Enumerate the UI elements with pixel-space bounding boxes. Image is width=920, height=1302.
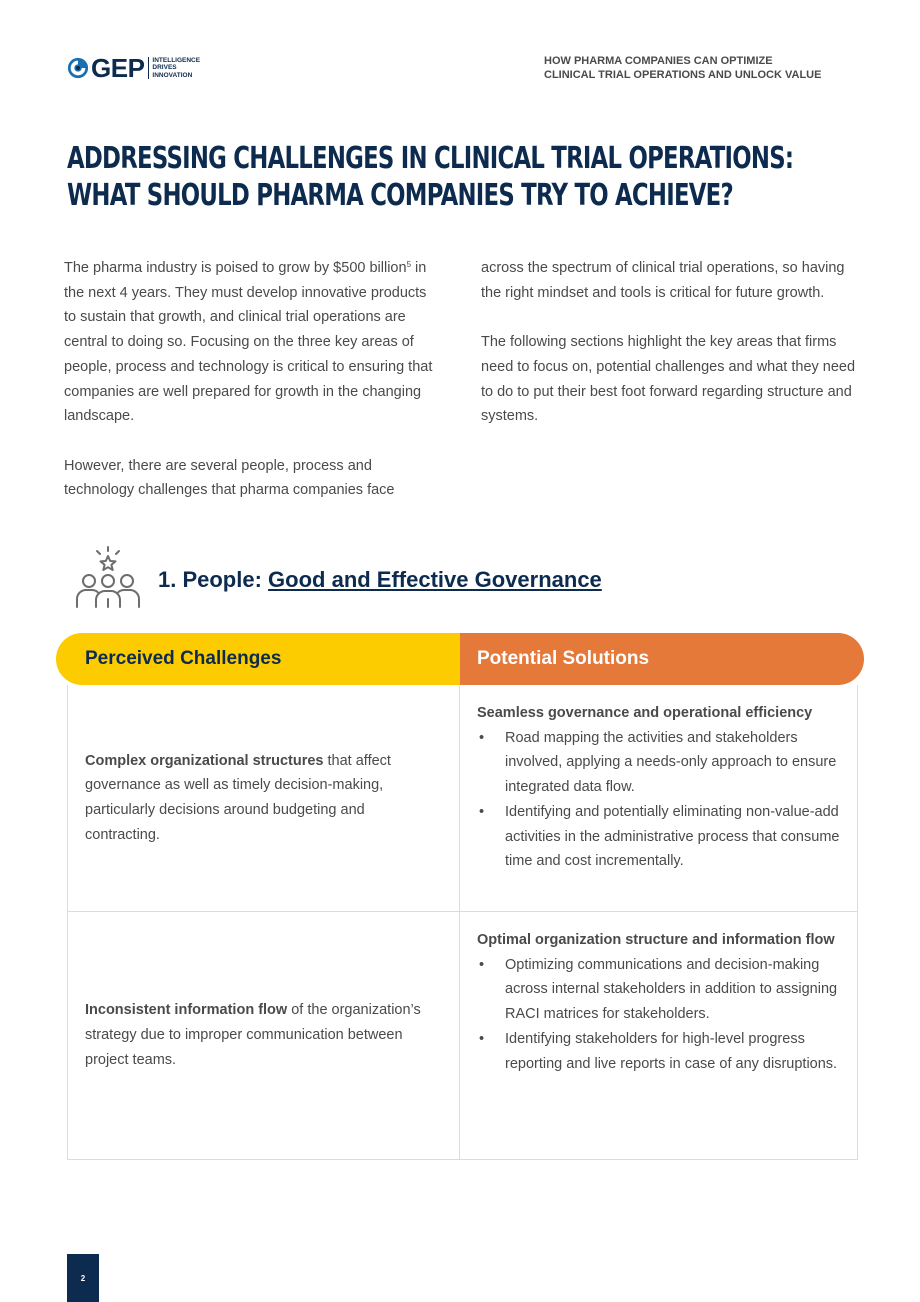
table-row [68,911,857,1159]
header-perceived-challenges: Perceived Challenges [56,633,460,685]
intro-column-right [481,256,857,454]
running-header [544,54,821,82]
governance-link[interactable]: Good and Effective Governance [268,567,602,592]
page-title [67,140,793,214]
solution-cell [460,685,857,911]
solution-bullets [477,726,840,874]
page-title-line-2: WHAT SHOULD PHARMA COMPANIES TRY TO ACHIEVE? [67,178,733,213]
solution-cell [460,912,857,1159]
page-title-line-1: ADDRESSING CHALLENGES IN CLINICAL TRIAL OPERATIONS: [67,141,794,176]
list-item: • Optimizing communications and decision-making across internal stakeholders in addition to assigning RACI matrices for stakeholders. [477,953,840,1027]
challenge-cell: Complex organizational structures that affect governance as well as timely decision-making, particularly decisions around budgeting and contracting. [68,685,460,911]
running-header-line-2: CLINICAL TRIAL OPERATIONS AND UNLOCK VALUE [544,69,822,81]
list-item: • Identifying and potentially eliminating non-value-add activities in the administrative process that consume time and cost incrementally. [477,800,840,874]
challenge-cell: Inconsistent information flow of the organization’s strategy due to improper communication between project teams. [68,912,460,1159]
intro-column-left [64,256,440,528]
people-star-icon [74,544,142,610]
solution-title: Optimal organization structure and information flow [477,932,835,948]
section-heading-prefix: 1. People: [158,567,269,592]
intro-paragraph-1: The pharma industry is poised to grow by $500 billion$^5$ in the next 4 years. They must develop innovative products to sustain that growth, and clinical trial operations are central to doing so. Focusing on the three key areas of people, process and technology is critical to ensuring that companies are well prepared for growth in the changing landscape. [64,260,433,425]
gep-logo [67,53,200,83]
table-row [68,685,857,911]
logo-wordmark: GEP [91,53,145,83]
logo-tagline: INTELLIGENCE DRIVES INNOVATION [148,57,200,80]
table-header [56,633,864,685]
section-heading-people [158,567,602,593]
solution-title: Seamless governance and operational efficiency [477,705,813,721]
header-potential-solutions: Potential Solutions [460,633,864,685]
challenges-solutions-table [67,685,858,1160]
list-item: • Road mapping the activities and stakeholders involved, applying a needs-only approach to ensure integrated data flow. [477,726,840,800]
running-header-line-1: HOW PHARMA COMPANIES CAN OPTIMIZE [544,55,773,67]
footnote-ref-5: 5 [406,260,412,269]
intro-paragraph-4: The following sections highlight the key areas that firms need to focus on, potential challenges and what they need to do to put their best foot forward regarding structure and systems. [481,334,856,425]
solution-bullets [477,953,840,1077]
list-item: • Identifying stakeholders for high-level progress reporting and live reports in case of any disruptions. [477,1027,840,1076]
page-number: 2 [67,1254,99,1302]
intro-paragraph-3: across the spectrum of clinical trial operations, so having the right mindset and tools is critical for future growth. [481,260,845,301]
gep-swirl-icon [67,57,89,79]
intro-paragraph-2: However, there are several people, process and technology challenges that pharma companies face [64,457,395,499]
